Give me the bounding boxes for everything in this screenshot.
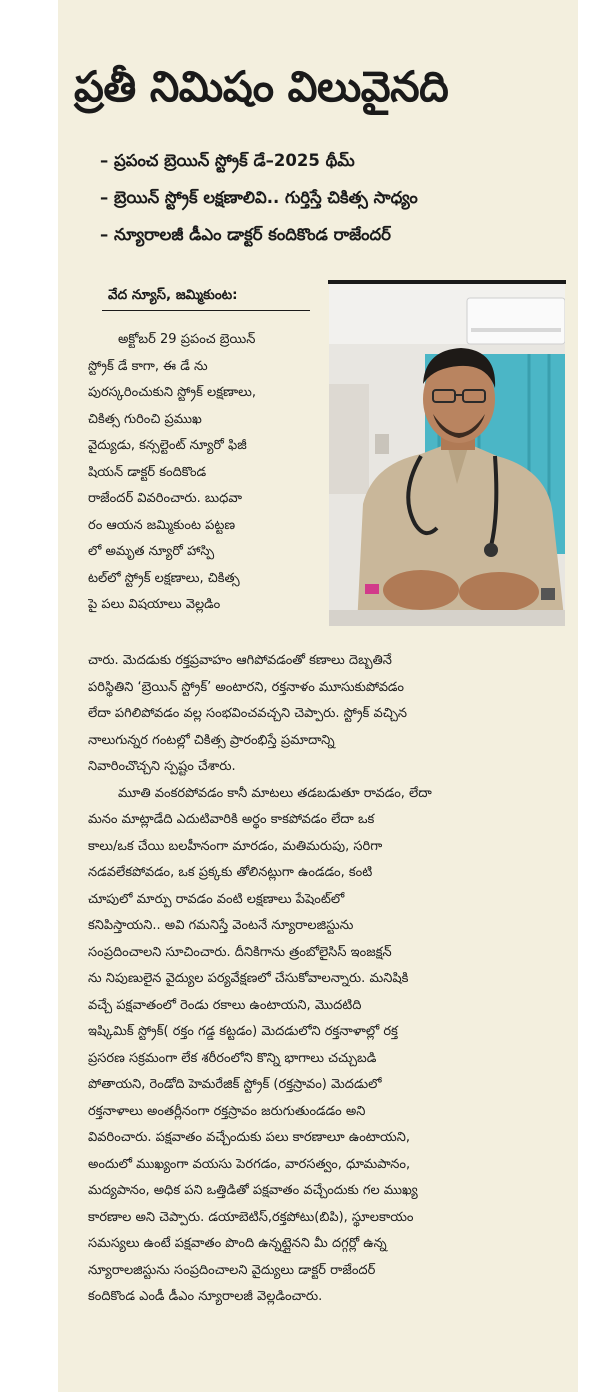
body-line: వివరించారు. పక్షవాతం వచ్చేందుకు పలు కారణాలూ ఉంటాయని, bbox=[88, 1130, 410, 1145]
column-line: వైద్యుడు, కన్సల్టెంట్ న్యూరో ఫిజీ bbox=[88, 438, 247, 453]
body-line: కాలు/ఒక చేయి బలహీనంగా మారడం, మతిమరుపు, సరిగా bbox=[88, 838, 383, 854]
body-line: పరిస్థితిని ‘బ్రెయిన్ స్ట్రోక్’ అంటారని, రక్తనాళం మూసుకుపోవడం bbox=[88, 679, 404, 695]
body-line: న్యూరాలజిస్టును సంప్రదించాలని వైద్యులు డాక్టర్ రాజేందర్ bbox=[88, 1262, 376, 1278]
headline: ప్రతీ నిమిషం విలువైనది bbox=[74, 62, 449, 111]
body-line: నడవలేకపోవడం, ఒక ప్రక్కకు తోలినట్లుగా ఉండడం, కంటి bbox=[88, 865, 373, 880]
column-line: షియన్ డాక్టర్ కందికొండ bbox=[88, 464, 207, 480]
body-line: ప్రసరణ సక్రమంగా లేక శరీరంలోని కొన్ని భాగాలు చచ్చుబడి bbox=[88, 1050, 377, 1066]
column-line: అక్టోబర్ 29 ప్రపంచ బ్రెయిన్ bbox=[118, 332, 256, 347]
body-line: ఇష్కిమిక్ స్ట్రోక్( రక్తం గడ్డ కట్టడం) మెదడులోని రక్తనాళాల్లో రక్త bbox=[88, 1024, 398, 1039]
body-line: కారణాల అని చెప్పారు. డయాబెటిస్,రక్తపోటు(బిపి), స్థూలకాయం bbox=[88, 1209, 414, 1225]
body-line: కందికొండ ఎండీ డీఎం న్యూరాలజీ వెల్లడించారు. bbox=[88, 1289, 323, 1304]
column-line: రం ఆయన జమ్మికుంట పట్టణ bbox=[88, 517, 236, 533]
subheading-theme: – ప్రపంచ బ్రెయిన్ స్ట్రోక్ డే–2025 థీమ్ bbox=[100, 151, 355, 170]
body-line: వచ్చే పక్షవాతంలో రెండు రకాలు ఉంటాయని, మొదటిది bbox=[88, 997, 362, 1013]
article-intro-column bbox=[88, 327, 318, 619]
column-line: రాజేందర్ వివరించారు. బుధవా bbox=[88, 491, 242, 506]
body-line: రక్తనాళాలు అంతర్లీనంగా రక్తస్రావం జరుగుతుండడం అని bbox=[88, 1103, 366, 1119]
body-line: నాలుగున్నర గంటల్లో చికిత్స ప్రారంభిస్తే ప్రమాదాన్ని bbox=[88, 732, 335, 748]
body-line: అందులో ముఖ్యంగా వయసు పెరగడం, వారసత్వం, ధూమపానం, bbox=[88, 1156, 411, 1172]
column-line: లో అమృత న్యూరో హాస్పి bbox=[88, 544, 215, 559]
column-line: చికిత్స గురించి ప్రముఖ bbox=[88, 411, 202, 427]
subheadings bbox=[100, 142, 570, 253]
column-line: టల్‌లో స్ట్రోక్ లక్షణాలు, చికిత్స bbox=[88, 570, 240, 586]
byline-underline bbox=[102, 310, 310, 311]
subheading-doctor: – న్యూరాలజీ డీఎం డాక్టర్ కందికొండ రాజేందర్ bbox=[100, 225, 391, 244]
column-line: పురస్కరించుకుని స్ట్రోక్ లక్షణాలు, bbox=[88, 385, 256, 400]
subheading-symptoms: – బ్రెయిన్ స్ట్రోక్ లక్షణాలివి.. గుర్తిస్తే చికిత్స సాధ్యం bbox=[100, 188, 418, 207]
doctor-portrait-image bbox=[329, 284, 565, 626]
body-line: నివారించొచ్చని స్పష్టం చేశారు. bbox=[88, 759, 236, 774]
body-line: సంప్రదించాలని సూచించారు. దీనికిగాను త్రంబోలైసిస్ ఇంజక్షన్ bbox=[88, 944, 392, 960]
body-line: మద్యపానం, అధిక పని ఒత్తిడితో పక్షవాతం వచ్చేందుకు గల ముఖ్య bbox=[88, 1183, 418, 1198]
body-line: చూపులో మార్పు రావడం వంటి లక్షణాలు పేషెంట్‌లో bbox=[88, 891, 345, 907]
body-line: కనిపిస్తాయని.. అవి గమనిస్తే వెంటనే న్యూరాలజిస్టును bbox=[88, 918, 354, 933]
body-line: మనం మాట్లాడేది ఎదుటివారికి అర్థం కాకపోవడం లేదా ఒక bbox=[88, 812, 375, 827]
body-line: సమస్యలు ఉంటే పక్షవాతం పొంది ఉన్నట్లైనని మీ దగ్గర్లో ఉన్న bbox=[88, 1236, 387, 1251]
body-line: మూతి వంకరపోవడం కానీ మాటలు తడబడుతూ రావడం, లేదా bbox=[118, 785, 432, 801]
body-line: చారు. మెదడుకు రక్తప్రవాహం ఆగిపోవడంతో కణాలు దెబ్బతినే bbox=[88, 653, 392, 668]
body-line: లేదా పగిలిపోవడం వల్ల సంభవించవచ్చని చెప్పారు. స్ట్రోక్ వచ్చిన bbox=[88, 706, 408, 721]
column-line: స్ట్రోక్ డే కాగా, ఈ డే ను bbox=[88, 358, 208, 374]
byline: వేద న్యూస్, జమ్మికుంట: bbox=[108, 287, 238, 303]
column-line: పై పలు విషయాలు వెల్లడిం bbox=[88, 597, 221, 612]
body-line: పోతాయని, రెండోది హెమరేజిక్ స్ట్రోక్ (రక్తస్రావం) మెదడులో bbox=[88, 1077, 382, 1092]
article-body bbox=[88, 648, 566, 1311]
doctor-photo bbox=[329, 284, 565, 626]
body-line: ను నిపుణులైన వైద్యుల పర్యవేక్షణలో చేసుకోవాలన్నారు. మనిషికి bbox=[88, 971, 409, 986]
